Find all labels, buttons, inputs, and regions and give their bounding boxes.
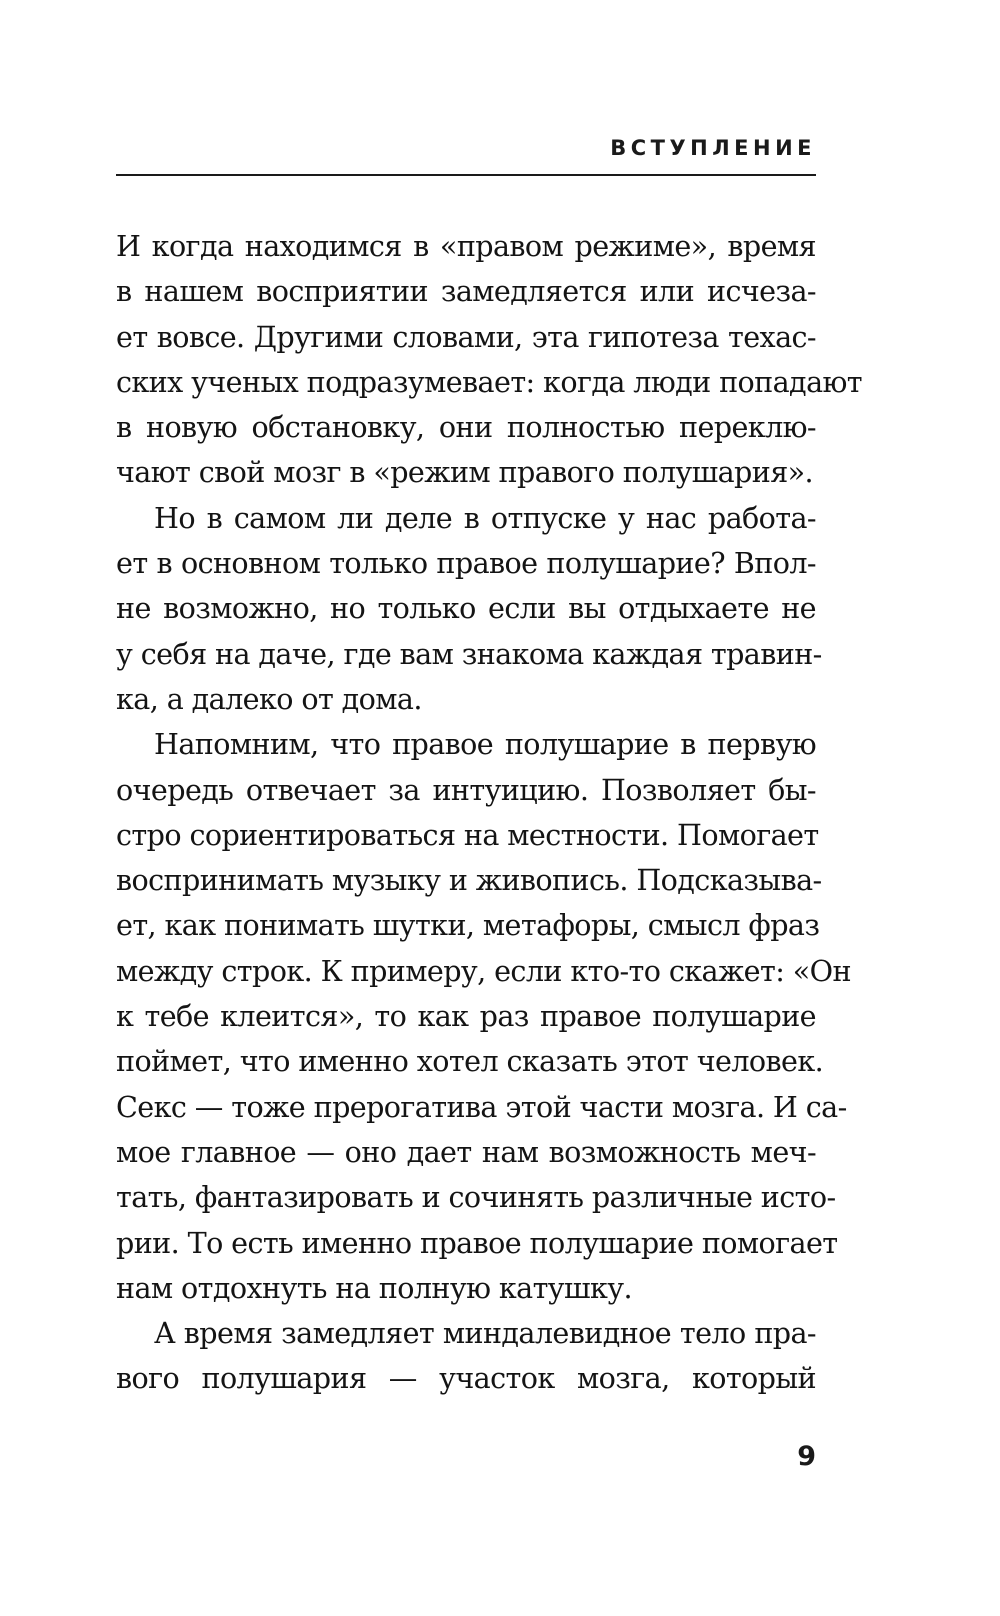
page-number: 9 [797, 1441, 816, 1472]
text-line: ских ученых подразумевает: когда люди попадают [116, 364, 863, 399]
text-line: ет вовсе. Другими словами, эта гипотеза техас- [116, 319, 816, 354]
text-line: Секс — тоже прерогатива этой части мозга. И са- [116, 1089, 847, 1124]
body-text [116, 224, 863, 1402]
text-line: очередь отвечает за интуицию. Позволяет бы- [116, 772, 816, 807]
text-line: И когда находимся в «правом режиме», время [116, 229, 816, 263]
text-line: в нашем восприятии замедляется или исчеза- [116, 274, 816, 309]
chapter-title: ВСТУПЛЕНИЕ [610, 136, 816, 160]
text-line: ка, а далеко от дома. [116, 681, 422, 716]
text-line: поймет, что именно хотел сказать этот человек. [116, 1044, 824, 1079]
running-header [116, 132, 816, 176]
text-line: вого полушария — участок мозга, который [116, 1361, 816, 1396]
text-line: Напомним, что правое полушарие в первую [154, 727, 816, 762]
text-line: к тебе клеится», то как раз правое полушарие [116, 999, 816, 1034]
text-line: тать, фантазировать и сочинять различные исто- [116, 1180, 836, 1215]
text-line: Но в самом ли деле в отпуске у нас работа- [154, 500, 816, 535]
text-line: мое главное — оно дает нам возможность меч- [116, 1134, 816, 1169]
text-line: между строк. К примеру, если кто-то скажет: «Он [116, 953, 851, 988]
text-line: в новую обстановку, они полностью переклю- [116, 410, 816, 445]
text-line: стро сориентироваться на местности. Помогает [116, 817, 819, 852]
text-line: воспринимать музыку и живопись. Подсказыва- [116, 863, 822, 898]
text-line: нам отдохнуть на полную катушку. [116, 1270, 632, 1305]
text-line: у себя на даче, где вам знакома каждая травин- [116, 636, 822, 671]
text-line: ет в основном только правое полушарие? Впол- [116, 546, 816, 581]
text-line: А время замедляет миндалевидное тело пра- [154, 1316, 816, 1351]
text-line: не возможно, но только если вы отдыхаете не [116, 591, 816, 626]
text-line: чают свой мозг в «режим правого полушария». [116, 455, 814, 490]
text-line: ет, как понимать шутки, метафоры, смысл фраз [116, 908, 820, 943]
text-line: рии. То есть именно правое полушарие помогает [116, 1225, 838, 1260]
